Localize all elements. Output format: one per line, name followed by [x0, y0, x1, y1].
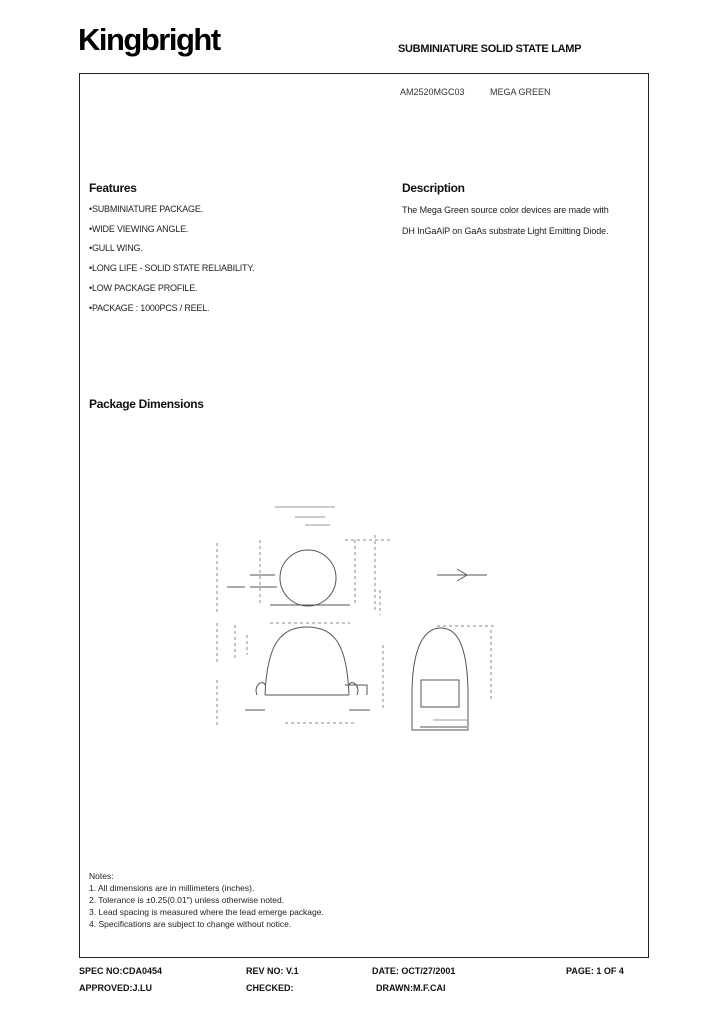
- approved-by: APPROVED:J.LU: [79, 983, 153, 993]
- features-heading: Features: [89, 181, 137, 195]
- notes-title: Notes:: [89, 871, 114, 881]
- front-view: [245, 623, 383, 723]
- package-dimensions-heading: Package Dimensions: [89, 397, 204, 411]
- part-number: AM2520MGC03: [400, 87, 465, 97]
- feature-item: •LOW PACKAGE PROFILE.: [89, 283, 198, 293]
- brand-logo: Kingbright: [78, 22, 220, 57]
- spec-number: SPEC NO:CDA0454: [79, 966, 163, 976]
- top-view: [227, 535, 380, 615]
- note-item: 2. Tolerance is ±0.25(0.01") unless otherwise noted.: [89, 895, 285, 905]
- feature-item: •LONG LIFE - SOLID STATE RELIABILITY.: [89, 263, 255, 273]
- revision-number: REV NO: V.1: [246, 966, 299, 976]
- feature-item: •GULL WING.: [89, 243, 143, 253]
- checked-by: CHECKED:: [246, 983, 294, 993]
- top-dimension-marks: [275, 507, 390, 540]
- drawn-by: DRAWN:M.F.CAI: [376, 983, 446, 993]
- note-item: 4. Specifications are subject to change without notice.: [89, 919, 292, 929]
- page-number: PAGE: 1 OF 4: [566, 966, 624, 976]
- feature-item: •WIDE VIEWING ANGLE.: [89, 224, 189, 234]
- left-dimension-marks: [217, 543, 247, 725]
- part-color: MEGA GREEN: [490, 87, 551, 97]
- side-view: [412, 626, 495, 730]
- polarity-arrow: [437, 569, 487, 581]
- description-heading: Description: [402, 181, 465, 195]
- document-title: SUBMINIATURE SOLID STATE LAMP: [398, 43, 582, 55]
- note-item: 3. Lead spacing is measured where the lead emerge package.: [89, 907, 324, 917]
- feature-item: •PACKAGE : 1000PCS / REEL.: [89, 303, 210, 313]
- feature-item: •SUBMINIATURE PACKAGE.: [89, 204, 203, 214]
- description-line: The Mega Green source color devices are made with: [402, 205, 609, 215]
- package-dimensions-drawing: [205, 495, 505, 745]
- description-line: DH InGaAlP on GaAs substrate Light Emitting Diode.: [402, 226, 609, 236]
- document-date: DATE: OCT/27/2001: [372, 966, 456, 976]
- note-item: 1. All dimensions are in millimeters (inches).: [89, 883, 255, 893]
